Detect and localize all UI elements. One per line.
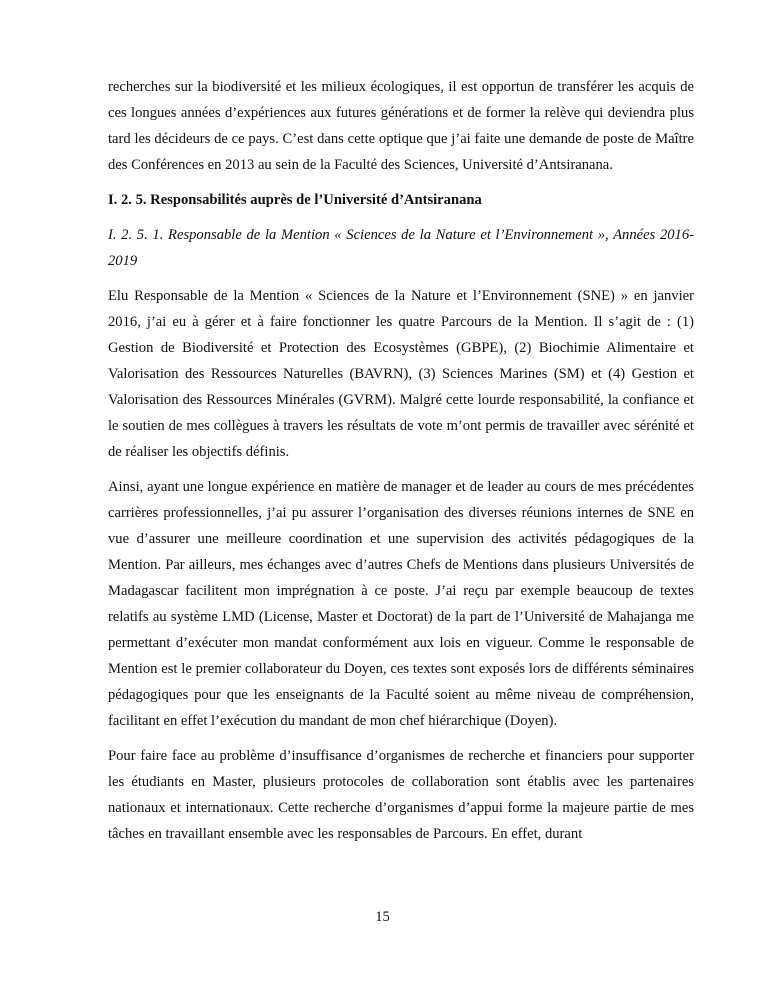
paragraph-experience: Ainsi, ayant une longue expérience en matière de manager et de leader au cours de mes précédentes carrières professionnelles, j’ai pu assurer l’organisation des diverses réunions internes de SNE en vue d’assurer une meilleure coordination et une supervision des activités pédagogiques de la Mention. Par ailleurs, mes échanges avec d’autres Chefs de Mentions dans plusieurs Universités de Madagascar facilitent mon imprégnation à ce poste. J’ai reçu par exemple beaucoup de textes relatifs au système LMD (License, Master et Doctorat) de la part de l’Université de Mahajanga me permettant d’exécuter mon mandat conformément aux lois en vigueur. Comme le responsable de Mention est le premier collaborateur du Doyen, ces textes sont exposés lors de différents séminaires pédagogiques pour que les enseignants de la Faculté soient au même niveau de compréhension, facilitant en effet l’exécution du mandant de mon chef hiérarchique (Doyen). <box>108 479 694 729</box>
page-body <box>108 74 694 856</box>
paragraph-biodiversity-intro: recherches sur la biodiversité et les milieux écologiques, il est opportun de transférer les acquis de ces longues années d’expériences aux futures générations et de former la relève qui deviendra plus tard les décideurs de ce pays. C’est dans cette optique que j’ai faite une demande de poste de Maître des Conférences en 2013 au sein de la Faculté des Sciences, Université d’Antsiranana. <box>108 79 694 173</box>
paragraph-collaboration: Pour faire face au problème d’insuffisance d’organismes de recherche et financiers pour supporter les étudiants en Master, plusieurs protocoles de collaboration sont établis avec les partenaires nationaux et internationaux. Cette recherche d’organismes d’appui forme la majeure partie de mes tâches en travaillant ensemble avec les responsables de Parcours. En effet, durant <box>108 748 694 842</box>
paragraph-elected-responsible: Elu Responsable de la Mention « Sciences de la Nature et l’Environnement (SNE) » en janvier 2016, j’ai eu à gérer et à faire fonctionner les quatre Parcours de la Mention. Il s’agit de : (1) Gestion de Biodiversité et Protection des Ecosystèmes (GBPE), (2) Biochimie Alimentaire et Valorisation des Ressources Naturelles (BAVRN), (3) Sciences Marines (SM) et (4) Gestion et Valorisation des Ressources Minérales (GVRM). Malgré cette lourde responsabilité, la confiance et le soutien de mes collègues à travers les résultats de vote m’ont permis de travailler avec sérénité et de réaliser les objectifs définis. <box>108 288 694 460</box>
section-heading-responsibilities: I. 2. 5. Responsabilités auprès de l’Université d’Antsiranana <box>108 192 482 208</box>
page-number: 15 <box>375 909 390 925</box>
subsection-heading-mention-sne: I. 2. 5. 1. Responsable de la Mention « Sciences de la Nature et l’Environnement », Années 2016-2019 <box>108 227 694 269</box>
